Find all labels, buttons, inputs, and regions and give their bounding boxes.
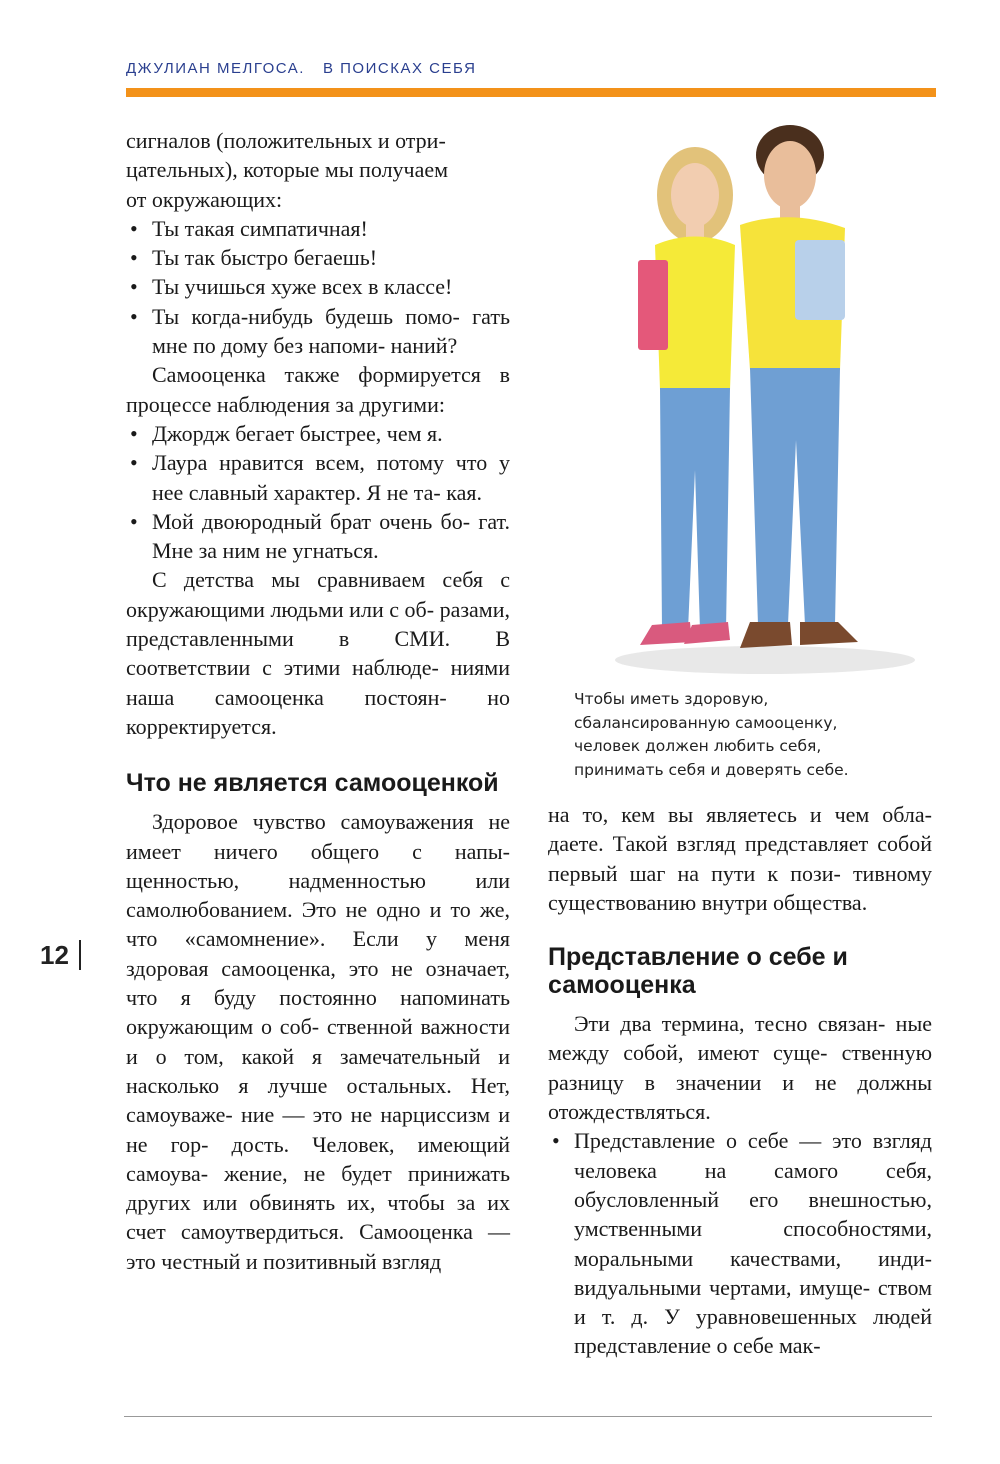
- list-item: • Мой двоюродный брат очень бо- гат. Мне за ним не угнаться.: [126, 507, 510, 566]
- couple-photo: [600, 110, 930, 690]
- section-heading: Представление о себе и самооценка: [548, 943, 848, 1000]
- section-heading: Что не является самооценкой: [126, 769, 499, 798]
- list-item: • Ты когда-нибудь будешь помо- гать мне по дому без напоми- наний?: [126, 302, 510, 361]
- woman-shoe-right: [684, 622, 730, 644]
- header-book-title: В ПОИСКАХ СЕБЯ: [322, 60, 477, 77]
- list-item: • Джордж бегает быстрее, чем я.: [126, 419, 510, 448]
- bullet-list-observations: [126, 419, 510, 565]
- list-item: • Ты учишься хуже всех в классе!: [126, 272, 510, 301]
- right-column: [548, 800, 932, 1361]
- bullet-list-received-signals: [126, 214, 510, 360]
- list-item: • Представление о себе — это взгляд человека на самого себя, обусловленный его внешностью, умственными способностями, моральными качествами, инди- видуальными чертами, имуще- ством и т. д. У уравновешенных людей представление о себе мак-: [548, 1126, 932, 1360]
- intro-text: [126, 126, 510, 214]
- man-face: [764, 141, 816, 209]
- caption-line: принимать себя и доверять себе.: [574, 760, 849, 779]
- man-jeans: [750, 368, 840, 625]
- left-column: [126, 126, 510, 1276]
- caption-line: сбалансированную самооценку,: [574, 713, 838, 732]
- paragraph-self-respect: Здоровое чувство самоуважения не имеет ничего общего с напы- щенностью, надменностью или самолюбованием. Это не одно и то же, что «самомнение». Если у меня здоровая самооценка, это не означает, что я буду постоянно напоминать окружающим о соб- ственной важности и о том, какой я замечательный и насколько я лучше остальных. Нет, самоуваже- ние — это не нарциссизм и не гор- дость. Человек, имеющий самоува- жение, не будет принижать других или обвинять их, чтобы за их счет самоутвердиться. Самооценка — это честный и позитивный взгляд: [126, 809, 510, 1274]
- header-author: ДЖУЛИАН МЕЛГОСА.: [126, 60, 305, 77]
- folder-blue: [795, 240, 845, 320]
- caption-line: человек должен любить себя,: [574, 737, 822, 756]
- man-shoe-left: [740, 622, 792, 648]
- man-shoe-right: [800, 622, 858, 645]
- paragraph-observation: Самооценка также формируется в процессе наблюдения за другими:: [126, 362, 510, 417]
- intro-line: цательных), которые мы получаем: [126, 157, 449, 183]
- list-item: • Ты такая симпатичная!: [126, 214, 510, 243]
- woman-jeans: [660, 388, 730, 630]
- woman-face: [671, 163, 719, 227]
- running-header: [126, 60, 476, 77]
- woman-neck: [686, 222, 704, 238]
- list-item: • Ты так быстро бегаешь!: [126, 243, 510, 272]
- intro-line: сигналов (положительных и отри-: [126, 128, 446, 153]
- caption-line: Чтобы иметь здоровую,: [574, 690, 769, 708]
- floor-shadow: [615, 646, 915, 674]
- paragraph-childhood: С детства мы сравниваем себя с окружающими людьми или с об- разами, представленными в СМИ. В соответствии с этими наблюде- ниями наша самооценка постоян- но корректируется.: [126, 567, 510, 739]
- photo-caption: [574, 688, 934, 782]
- list-item: • Лаура нравится всем, потому что у нее славный характер. Я не та- кая.: [126, 448, 510, 507]
- footer-rule: [124, 1416, 932, 1417]
- intro-line: от окружающих:: [126, 186, 283, 212]
- bullet-list-definitions: [548, 1126, 932, 1360]
- paragraph-terms: Эти два термина, тесно связан- ные между собой, имеют суще- ственную разницу в значении и не должны отождествляться.: [548, 1011, 932, 1125]
- folder-pink: [638, 260, 668, 350]
- page-number: 12: [40, 940, 69, 970]
- header-accent-rule: [126, 88, 936, 97]
- woman-shoe-left: [640, 622, 692, 645]
- page-number-divider: [79, 940, 81, 970]
- paragraph-continuation: на то, кем вы являетесь и чем обла- даете. Такой взгляд представляет собой первый шаг на пути к пози- тивному существованию внутри общества.: [548, 802, 932, 915]
